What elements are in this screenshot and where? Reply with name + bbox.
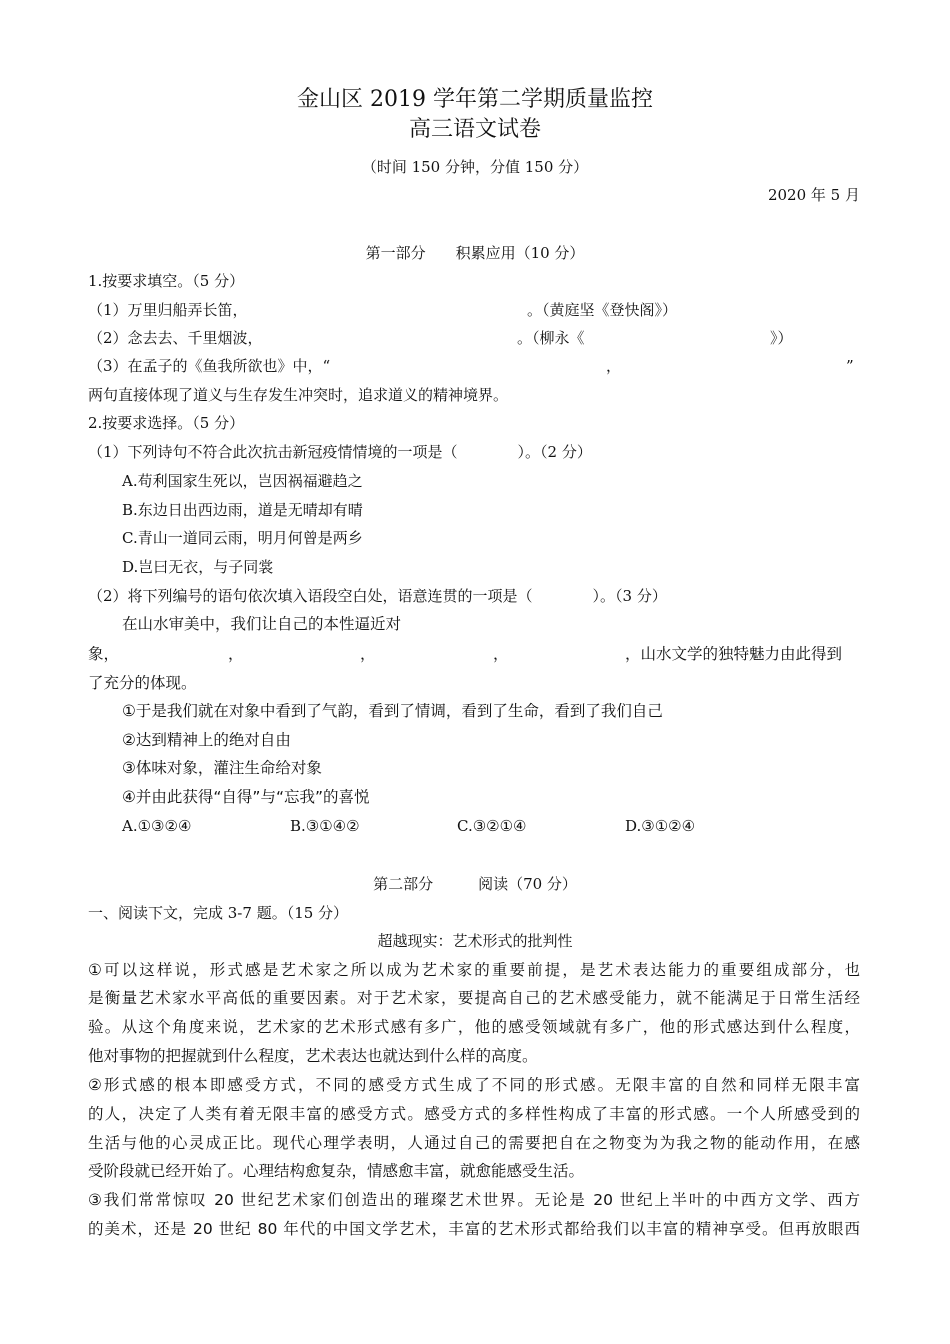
q1-stem: 1.按要求填空。（5 分） — [88, 272, 245, 290]
para1-line2: 是衡量艺术家水平高低的重要因素。对于艺术家，要提高自己的艺术感受能力，就不能满足于日常生活经 — [88, 989, 860, 1007]
q1-item3-comma: ， — [606, 357, 622, 375]
exam-date: 2020 年 5 月 — [767, 186, 860, 204]
q1-item3-continuation: 两句直接体现了道义与生存发生冲突时，追求道义的精神境界。 — [88, 386, 509, 404]
para3-line1: ③我们常常惊叹 20 世纪艺术家们创造出的璀璨艺术世界。无论是 20 世纪上半叶的中西方文学、西方 — [88, 1191, 860, 1209]
exam-subject-title: 高三语文试卷 — [408, 117, 541, 142]
q2-passage-blank-comma-3: ， — [493, 645, 509, 663]
q2-sub1-option-b: B.东边日出西边雨，道是无晴却有晴 — [122, 501, 363, 519]
para1-line4: 他对事物的把握就到什么程度，艺术表达也就达到什么样的高度。 — [88, 1047, 538, 1065]
q1-item3-close-quote: ” — [846, 357, 854, 375]
q1-item3-start: （3）在孟子的《鱼我所欲也》中，“ — [88, 357, 331, 375]
exam-title: 金山区 2019 学年第二学期质量监控 — [297, 87, 653, 112]
q1-item1-end: 。（黄庭坚《登快阁》） — [527, 301, 678, 319]
para2-line1: ②形式感的根本即感受方式，不同的感受方式生成了不同的形式感。无限丰富的自然和同样无限丰富 — [88, 1076, 860, 1094]
q2-sub1-option-a: A.苟利国家生死以，岂因祸福避趋之 — [122, 472, 363, 490]
q2-stem: 2.按要求选择。（5 分） — [88, 414, 245, 432]
q2-passage-blank-comma-1: ， — [228, 645, 244, 663]
q2-sentence-4: ④并由此获得“自得”与“忘我”的喜悦 — [122, 788, 370, 806]
q2-choice-a: A.①③②④ — [122, 817, 192, 835]
q1-item1-start: （1）万里归船弄长笛， — [88, 301, 248, 319]
q2-passage-line1: 在山水审美中，我们让自己的本性逼近对 — [122, 615, 402, 633]
article-title: 超越现实：艺术形式的批判性 — [377, 932, 573, 950]
para1-line1: ①可以这样说，形式感是艺术家之所以成为艺术家的重要前提，是艺术表达能力的重要组成部分，也 — [88, 961, 860, 979]
q1-item2-start: （2）念去去、千里烟波， — [88, 329, 263, 347]
exam-time-score: （时间 150 分钟，分值 150 分） — [361, 158, 589, 176]
q2-passage-line2-start: 象， — [88, 645, 120, 663]
q2-sub2-stem: （2）将下列编号的语句依次填入语段空白处，语意连贯的一项是（ ）。（3 分） — [88, 587, 667, 605]
part2-heading: 第二部分 阅读（70 分） — [373, 875, 577, 893]
q2-passage-line2-end: ，山水文学的独特魅力由此得到 — [625, 645, 843, 663]
q2-sub1-option-d: D.岂曰无衣，与子同裳 — [122, 558, 274, 576]
q2-choice-d: D.③①②④ — [625, 817, 696, 835]
para1-line3: 验。从这个角度来说，艺术家的艺术形式感有多广，他的感受领域就有多广，他的形式感达到什么程度， — [88, 1018, 860, 1036]
q2-sentence-3: ③体味对象，灌注生命给对象 — [122, 759, 322, 777]
q2-passage-line3: 了充分的体现。 — [88, 674, 197, 692]
q1-item2-end: 》） — [770, 329, 793, 347]
q2-sub1-option-c: C.青山一道同云雨，明月何曾是两乡 — [122, 529, 363, 547]
para2-line3: 生活与他的心灵成正比。现代心理学表明，人通过自己的需要把自在之物变为为我之物的能动作用，在感 — [88, 1134, 860, 1152]
q2-passage-blank-comma-2: ， — [360, 645, 376, 663]
q1-item2-middle: 。（柳永《 — [517, 329, 585, 347]
part1-heading: 第一部分 积累应用（10 分） — [365, 244, 585, 262]
para2-line2: 的人，决定了人类有着无限丰富的感受方式。感受方式的多样性构成了丰富的形式感。一个人所感受到的 — [88, 1105, 860, 1123]
para3-line2: 的美术，还是 20 世纪 80 年代的中国文学艺术，丰富的艺术形式都给我们以丰富的精神享受。但再放眼西 — [88, 1220, 860, 1238]
para2-line4: 受阶段就已经开始了。心理结构愈复杂，情感愈丰富，就愈能感受生活。 — [88, 1162, 585, 1180]
q2-sentence-1: ①于是我们就在对象中看到了气韵，看到了情调，看到了生命，看到了我们自己 — [122, 702, 663, 720]
q2-choice-b: B.③①④② — [290, 817, 360, 835]
q2-sentence-2: ②达到精神上的绝对自由 — [122, 731, 291, 749]
q2-choice-c: C.③②①④ — [457, 817, 527, 835]
section1-heading: 一、阅读下文，完成 3-7 题。（15 分） — [88, 904, 349, 922]
q2-sub1-stem: （1）下列诗句不符合此次抗击新冠疫情情境的一项是（ ）。（2 分） — [88, 443, 592, 461]
